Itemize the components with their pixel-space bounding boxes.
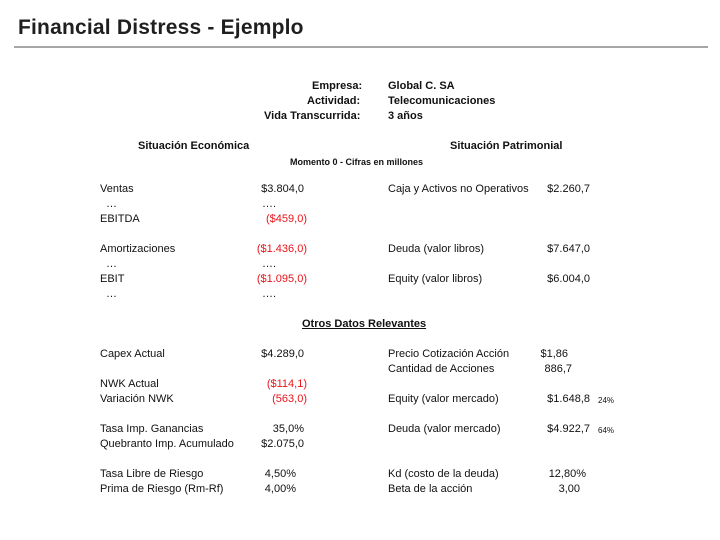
economic-row-value: …. (262, 198, 277, 210)
other-left-label: NWK Actual (100, 378, 159, 390)
activity-value: Telecomunicaciones (388, 95, 496, 107)
economic-row-label: EBIT (100, 273, 125, 285)
activity-label: Actividad: (307, 95, 361, 107)
economic-row-label: … (106, 258, 117, 270)
economic-row-label: Amortizaciones (100, 243, 176, 255)
economic-row-label: … (106, 288, 117, 300)
other-left-value: 35,0% (272, 423, 304, 435)
other-right-label: Cantidad de Acciones (388, 363, 495, 375)
other-right-label: Deuda (valor mercado) (388, 423, 501, 435)
economic-row-value: ($459,0) (266, 213, 307, 225)
patrimonial-row-label: Caja y Activos no Operativos (388, 183, 529, 195)
economic-section-heading: Situación Económica (138, 140, 250, 152)
other-right-value: $1.648,8 (547, 393, 590, 405)
title-divider (14, 46, 708, 48)
moment-caption: Momento 0 - Cifras en millones (290, 157, 424, 167)
other-right-label: Precio Cotización Acción (388, 348, 510, 360)
patrimonial-row-label: Equity (valor libros) (388, 273, 483, 285)
economic-row-value: …. (262, 288, 277, 300)
other-left-value: ($114,1) (266, 378, 307, 390)
other-left-label: Prima de Riesgo (Rm-Rf) (100, 483, 224, 495)
other-right-label: Kd (costo de la deuda) (388, 468, 499, 480)
elapsed-life-label: Vida Transcurrida: (264, 110, 361, 122)
other-right-value: 3,00 (558, 483, 580, 495)
other-right-label: Beta de la acción (388, 483, 473, 495)
slide-title: Financial Distress - Ejemplo (18, 16, 304, 39)
other-right-value: $4.922,7 (547, 423, 590, 435)
other-left-label: Quebranto Imp. Acumulado (100, 438, 234, 450)
other-left-label: Variación NWK (100, 393, 174, 405)
equity-weight-percent: 24% (598, 396, 615, 405)
other-left-label: Tasa Libre de Riesgo (100, 468, 204, 480)
patrimonial-row-value: $6.004,0 (547, 273, 590, 285)
other-left-value: 4,00% (264, 483, 296, 495)
other-right-value: 12,80% (548, 468, 586, 480)
economic-row-label: … (106, 198, 117, 210)
economic-row-value: …. (262, 258, 277, 270)
other-left-value: $4.289,0 (261, 348, 304, 360)
patrimonial-row-label: Deuda (valor libros) (388, 243, 484, 255)
economic-row-value: ($1.095,0) (256, 273, 307, 285)
patrimonial-section-heading: Situación Patrimonial (450, 140, 563, 152)
other-left-label: Capex Actual (100, 348, 165, 360)
other-data-heading: Otros Datos Relevantes (302, 318, 427, 330)
other-right-value: 886,7 (544, 363, 572, 375)
economic-row-value: $3.804,0 (261, 183, 304, 195)
other-left-value: $2.075,0 (261, 438, 304, 450)
economic-row-label: EBITDA (100, 213, 140, 225)
debt-weight-percent: 64% (598, 426, 615, 435)
economic-row-label: Ventas (100, 183, 134, 195)
elapsed-life-value: 3 años (388, 110, 423, 122)
other-left-label: Tasa Imp. Ganancias (100, 423, 204, 435)
other-right-value: $1,86 (540, 348, 568, 360)
company-label: Empresa: (312, 80, 363, 92)
company-value: Global C. SA (388, 80, 455, 92)
patrimonial-row-value: $2.260,7 (547, 183, 590, 195)
patrimonial-row-value: $7.647,0 (547, 243, 590, 255)
other-left-value: 4,50% (264, 468, 296, 480)
other-right-label: Equity (valor mercado) (388, 393, 499, 405)
economic-row-value: ($1.436,0) (256, 243, 307, 255)
other-left-value: (563,0) (272, 393, 307, 405)
